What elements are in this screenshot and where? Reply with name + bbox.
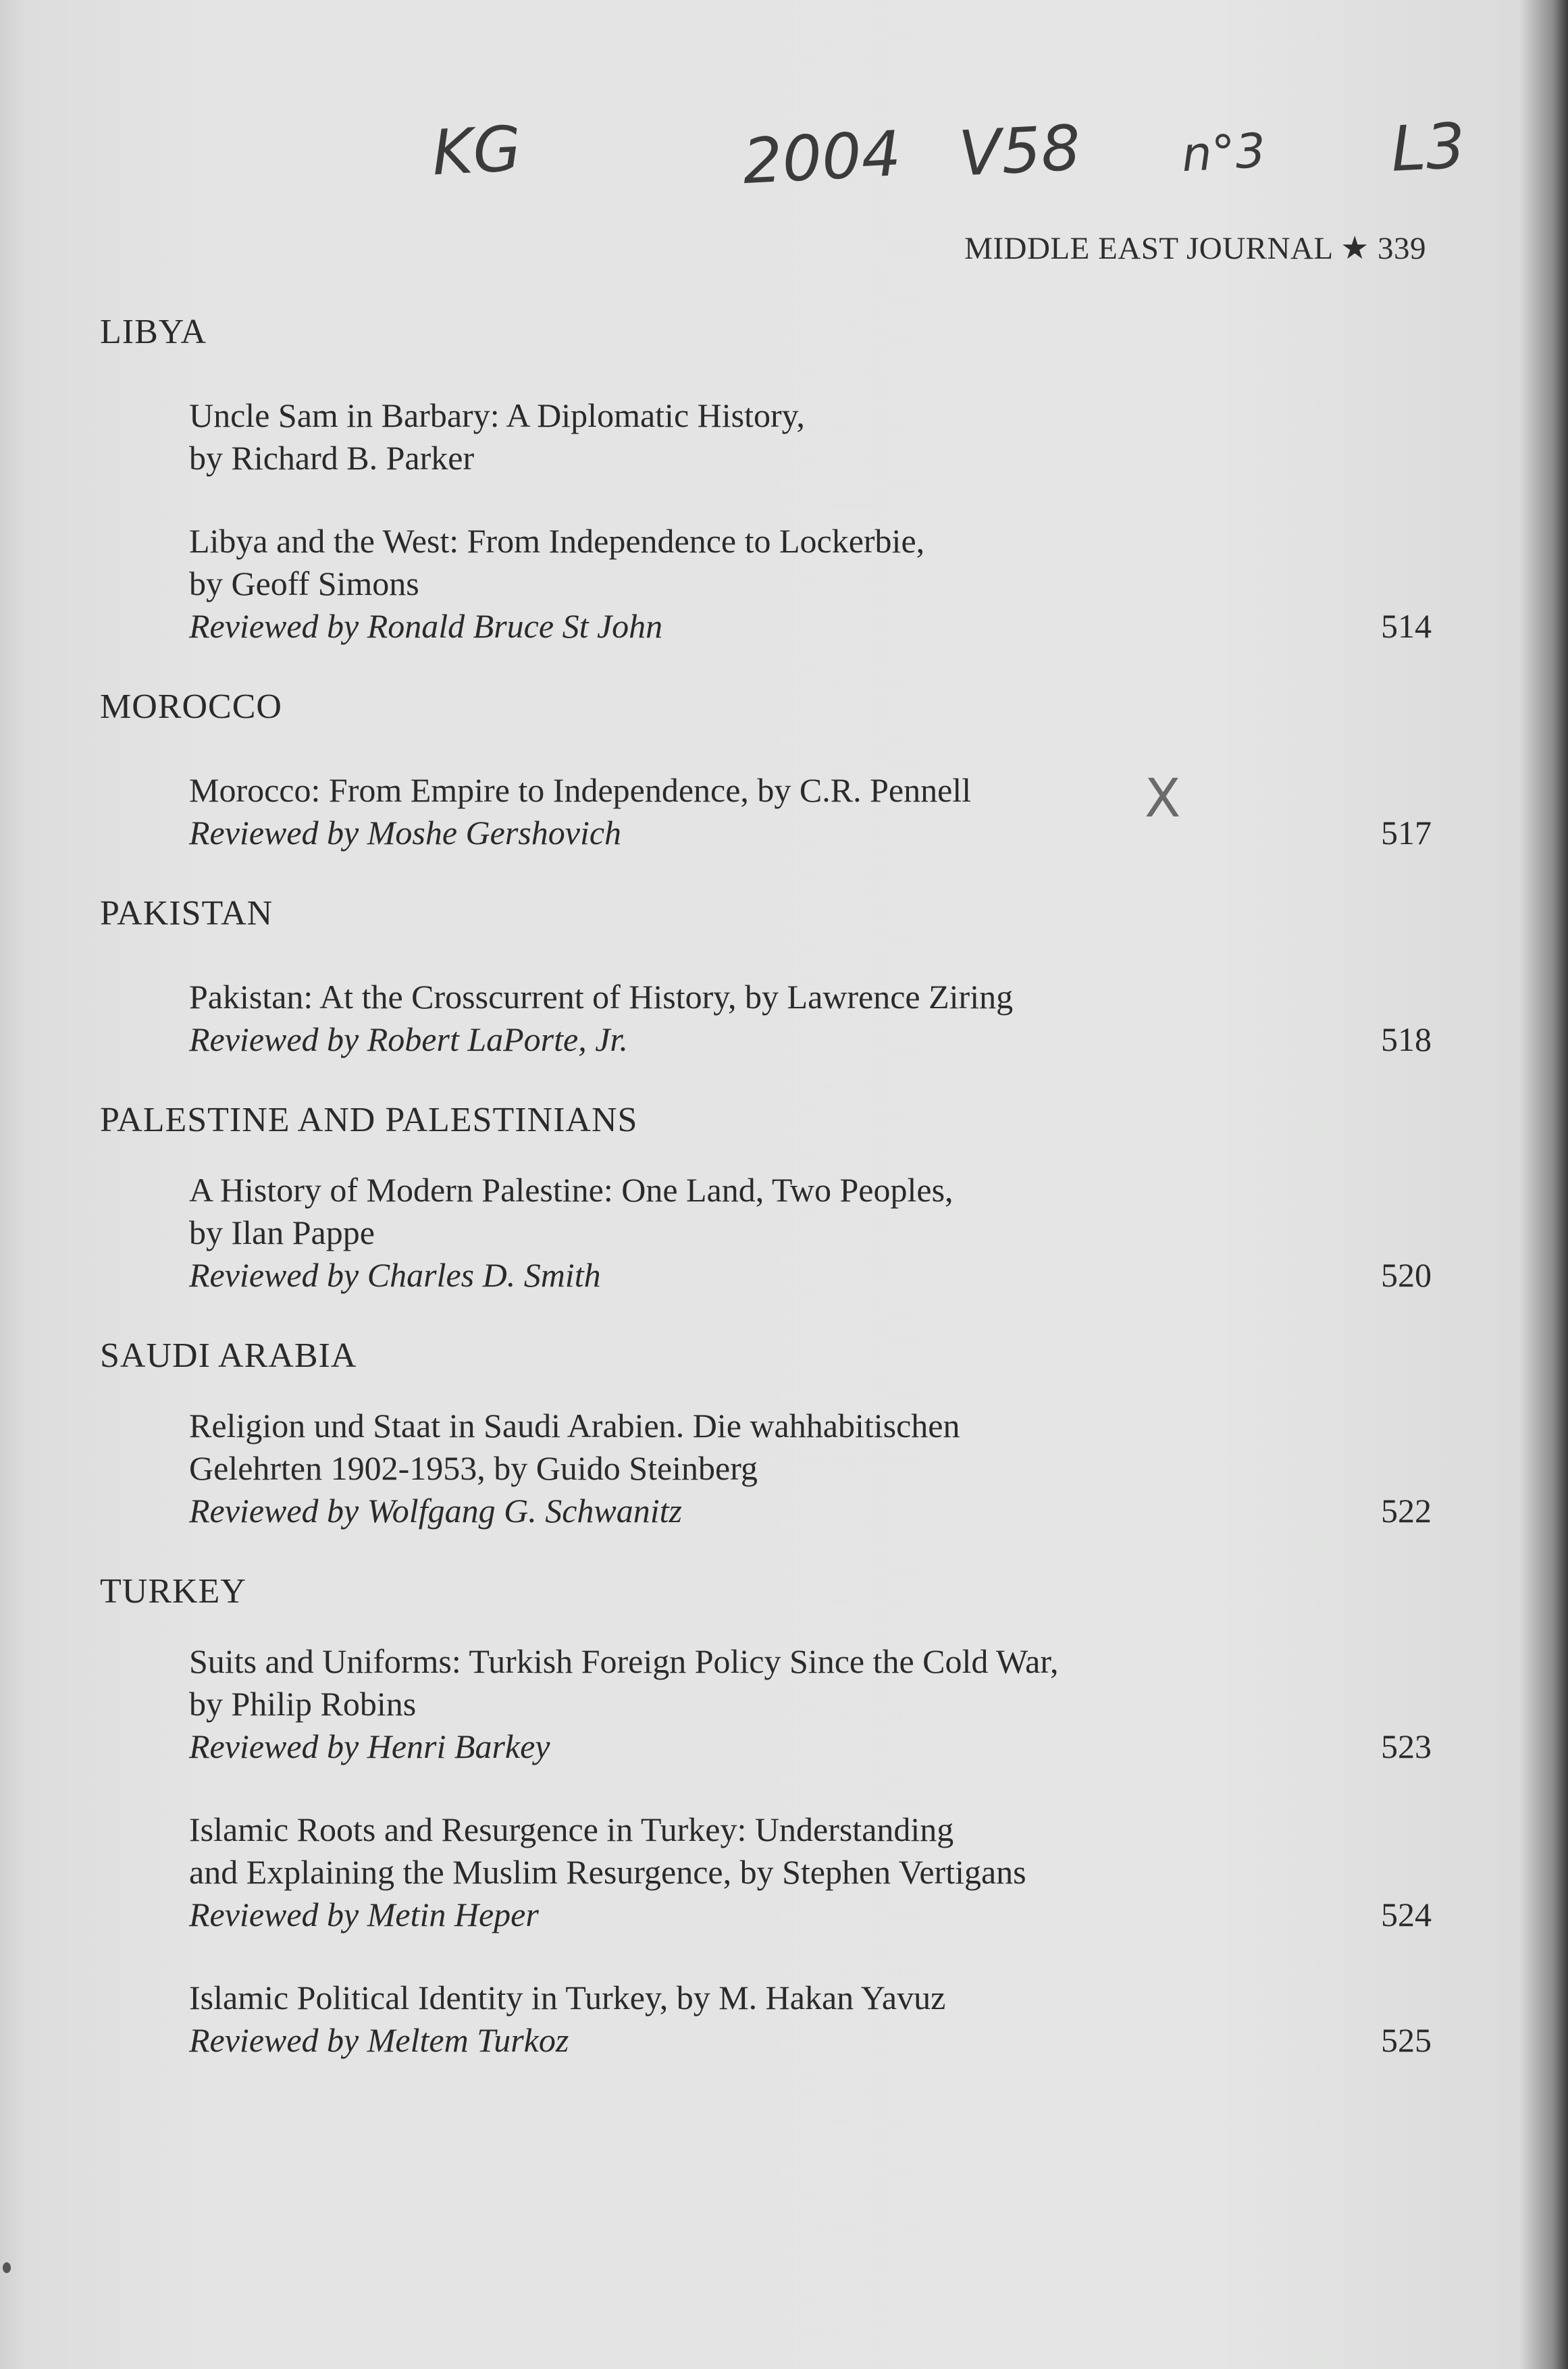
book-title-line: Gelehrten 1902-1953, by Guido Steinberg	[189, 1449, 758, 1487]
section-heading: PAKISTAN	[100, 894, 273, 933]
book-title-line: Uncle Sam in Barbary: A Diplomatic History,	[189, 396, 805, 434]
book-title-line: Islamic Roots and Resurgence in Turkey: Understanding	[189, 1811, 954, 1848]
scan-speck	[3, 2262, 11, 2273]
review-entry	[189, 1977, 1432, 2062]
annotation-text: L3	[1389, 109, 1467, 186]
table-of-contents	[100, 311, 1432, 2100]
review-entry	[189, 1808, 1432, 1936]
review-entry	[189, 1169, 1432, 1297]
reviewer-line: Reviewed by Robert LaPorte, Jr.	[189, 1020, 628, 1058]
reviewer-line: Reviewed by Ronald Bruce St John	[189, 607, 663, 645]
section-heading: LIBYA	[100, 313, 207, 351]
book-title-line: A History of Modern Palestine: One Land, Two Peoples,	[189, 1171, 953, 1209]
book-title-line: by Geoff Simons	[189, 565, 419, 602]
reviewer-line: Reviewed by Charles D. Smith	[189, 1256, 601, 1294]
review-entry	[189, 1640, 1432, 1768]
section-saudi-arabia	[100, 1334, 1432, 1532]
book-title-line: Morocco: From Empire to Independence, by C.R. Pennell	[189, 771, 972, 809]
reviewer-line: Reviewed by Henri Barkey	[189, 1727, 550, 1765]
page-number: 524	[1381, 1896, 1432, 1933]
handwritten-annotation	[0, 101, 1568, 223]
annotation-text: KG	[430, 112, 523, 190]
book-title-line: Pakistan: At the Crosscurrent of History, by Lawrence Ziring	[189, 978, 1014, 1016]
annotation-text: n°3	[1180, 122, 1267, 183]
page-number: 523	[1381, 1727, 1432, 1765]
reviewer-line: Reviewed by Moshe Gershovich	[189, 814, 622, 852]
book-title-line: Suits and Uniforms: Turkish Foreign Policy Since the Cold War,	[189, 1642, 1059, 1680]
book-title-line: and Explaining the Muslim Resurgence, by Stephen Vertigans	[189, 1853, 1026, 1891]
section-heading: TURKEY	[100, 1572, 246, 1611]
page-number: 518	[1381, 1020, 1432, 1058]
book-title-line: Religion und Staat in Saudi Arabien. Die wahhabitischen	[189, 1407, 960, 1444]
book-title-line: Islamic Political Identity in Turkey, by M. Hakan Yavuz	[189, 1979, 946, 2016]
review-entry	[189, 769, 1432, 854]
page-number: 522	[1381, 1492, 1432, 1530]
page-number: 517	[1381, 814, 1432, 852]
review-entry	[189, 976, 1432, 1061]
section-heading: MOROCCO	[100, 687, 282, 726]
annotation-text: V58	[957, 111, 1082, 190]
section-palestine	[100, 1099, 1432, 1297]
page-number: 525	[1381, 2021, 1432, 2059]
section-heading: SAUDI ARABIA	[100, 1336, 357, 1375]
section-pakistan	[100, 892, 1432, 1061]
running-head: MIDDLE EAST JOURNAL ★ 339	[964, 231, 1426, 266]
section-libya	[100, 311, 1432, 648]
reviewer-line: Reviewed by Wolfgang G. Schwanitz	[189, 1492, 682, 1530]
section-turkey	[100, 1570, 1432, 2062]
review-entry	[189, 1405, 1432, 1532]
book-title-line: by Ilan Pappe	[189, 1214, 375, 1251]
check-mark-icon: X	[1145, 769, 1181, 829]
book-title-line: Libya and the West: From Independence to Lockerbie,	[189, 522, 925, 560]
reviewer-line: Reviewed by Metin Heper	[189, 1896, 539, 1933]
section-heading: PALESTINE AND PALESTINIANS	[100, 1101, 638, 1139]
page-number: 520	[1381, 1256, 1432, 1294]
review-entry	[189, 394, 1432, 479]
page-number: 514	[1381, 607, 1432, 645]
book-title-line: by Richard B. Parker	[189, 439, 475, 477]
book-title-line: by Philip Robins	[189, 1685, 417, 1723]
section-morocco	[100, 685, 1432, 854]
annotation-text: 2004	[741, 117, 903, 199]
review-entry	[189, 520, 1432, 648]
reviewer-line: Reviewed by Meltem Turkoz	[189, 2021, 569, 2059]
